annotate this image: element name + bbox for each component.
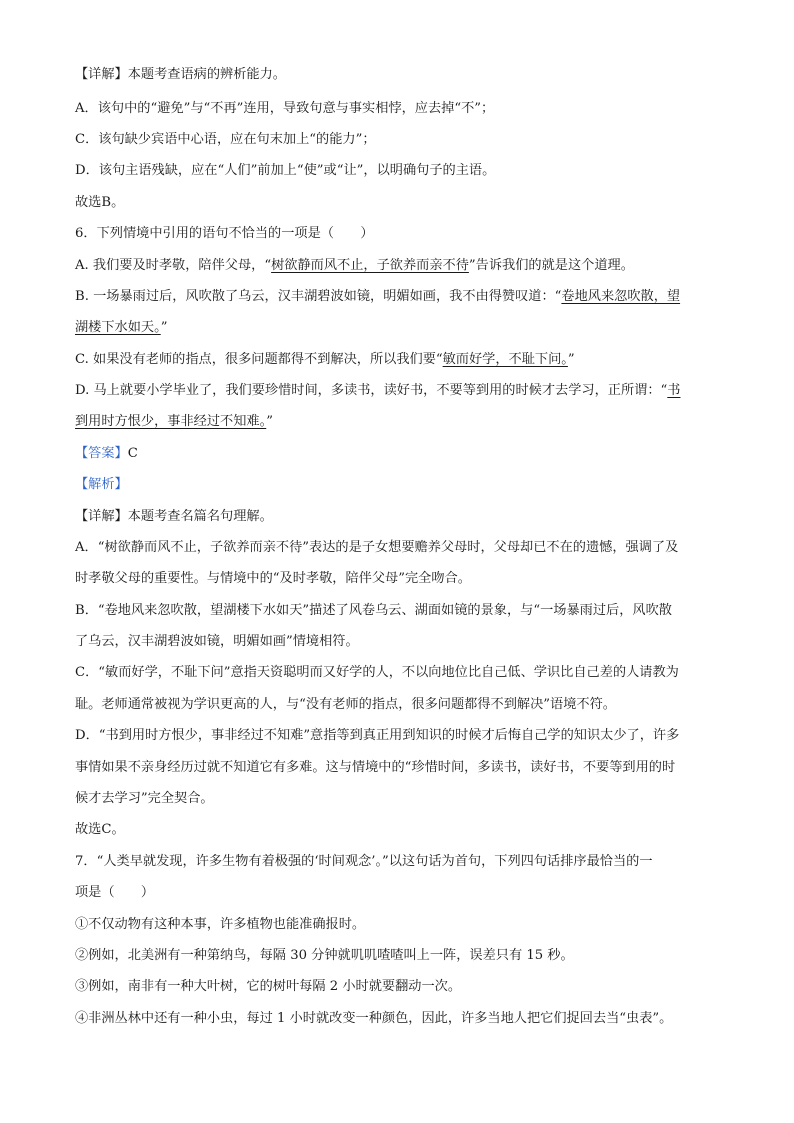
option-c: C. 如果没有老师的指点，很多问题都得不到解决，所以我们要“敏而好学，不耻下问。” (75, 352, 575, 367)
text-line: 【详解】本题考查名篇名句理解。 (75, 509, 273, 524)
text-line: D．该句主语残缺，应在“人们”前加上“使”或“让”，以明确句子的主语。 (75, 163, 496, 178)
text-line: 了乌云，汉丰湖碧波如镜，明媚如画”情境相符。 (75, 634, 359, 649)
option-d-continued: 到用时方恨少，事非经过不知难。” (75, 414, 273, 429)
underlined-quote: 树欲静而风不止，子欲养而亲不待 (271, 258, 469, 273)
text-line: 【详解】本题考查语病的辨析能力。 (75, 67, 286, 82)
text-line: 故选B。 (75, 195, 125, 210)
option-d: D. 马上就要小学毕业了，我们要珍惜时间，多读书，读好书，不要等到用的时候才去学习，正所谓：“书 (75, 383, 681, 398)
answer-label: 【答案】 (75, 446, 128, 461)
analysis-label: 【解析】 (75, 477, 128, 492)
text-line: 耻。老师通常被视为学识更高的人，与“没有老师的指点，很多问题都得不到解决”语境不符。 (75, 697, 616, 712)
text-line: 项是（ ） (75, 885, 155, 900)
text-line: 事情如果不亲身经历过就不知道它有多难。这与情境中的“珍惜时间，多读书，读好书，不要等到用的时 (75, 760, 676, 775)
question-7-stem: 7．“人类早就发现，许多生物有着极强的‘时间观念’。”以这句话为首句，下列四句话排序最恰当的一 (75, 854, 653, 869)
option-b: B. 一场暴雨过后，风吹散了乌云，汉丰湖碧波如镜，明媚如画，我不由得赞叹道：“卷地风来忽吹散，望 (75, 289, 681, 304)
underlined-quote: 到用时方恨少，事非经过不知难。 (75, 414, 267, 429)
answer-value: C (127, 446, 138, 461)
question-6-stem: 6．下列情境中引用的语句不恰当的一项是（ ） (75, 226, 374, 241)
sentence-3: ③例如，南非有一种大叶树，它的树叶每隔 2 小时就要翻动一次。 (75, 979, 462, 994)
sentence-4: ④非洲丛林中还有一种小虫，每过 1 小时就改变一种颜色，因此，许多当地人把它们捉回去当“虫表”。 (75, 1011, 673, 1026)
text-line: B．“卷地风来忽吹散，望湖楼下水如天”描述了风卷乌云、湖面如镜的景象，与“一场暴雨过后，风吹散 (75, 603, 672, 618)
text-line: A．“树欲静而风不止，子欲养而亲不待”表达的是子女想要赡养父母时，父母却已不在的遗憾，强调了及 (75, 540, 679, 555)
text-line: A．该句中的“避免”与“不再”连用，导致句意与事实相悖，应去掉“不”； (75, 101, 495, 116)
option-a: A. 我们要及时孝敬，陪伴父母，“树欲静而风不止，子欲养而亲不待”告诉我们的就是这个道理。 (75, 258, 634, 273)
underlined-quote: 湖楼下水如天。 (75, 320, 161, 335)
option-b-continued: 湖楼下水如天。” (75, 320, 168, 335)
text-line: 故选C。 (75, 822, 125, 837)
text-line: 时孝敬父母的重要性。与情境中的“及时孝敬，陪伴父母”完全吻合。 (75, 571, 471, 586)
text-line: C．“敏而好学，不耻下问”意指天资聪明而又好学的人，不以向地位比自己低、学识比自己差的人请教为 (75, 665, 679, 680)
underlined-quote: 敏而好学，不耻下问。 (442, 352, 568, 367)
text-line: 候才去学习”完全契合。 (75, 791, 214, 806)
text-line: D．“书到用时方恨少，事非经过不知难”意指等到真正用到知识的时候才后悔自己学的知识太少了，许多 (75, 728, 680, 743)
text-line: C．该句缺少宾语中心语，应在句末加上“的能力”； (75, 132, 376, 147)
answer-line (75, 445, 734, 463)
sentence-1: ①不仅动物有这种本事，许多植物也能准确报时。 (75, 917, 366, 932)
sentence-2: ②例如，北美洲有一种第纳鸟，每隔 30 分钟就叽叽喳喳叫上一阵，误差只有 15 秒。 (75, 948, 574, 963)
underlined-quote: 卷地风来忽吹散，望 (561, 289, 681, 304)
underlined-quote: 书 (667, 383, 681, 398)
